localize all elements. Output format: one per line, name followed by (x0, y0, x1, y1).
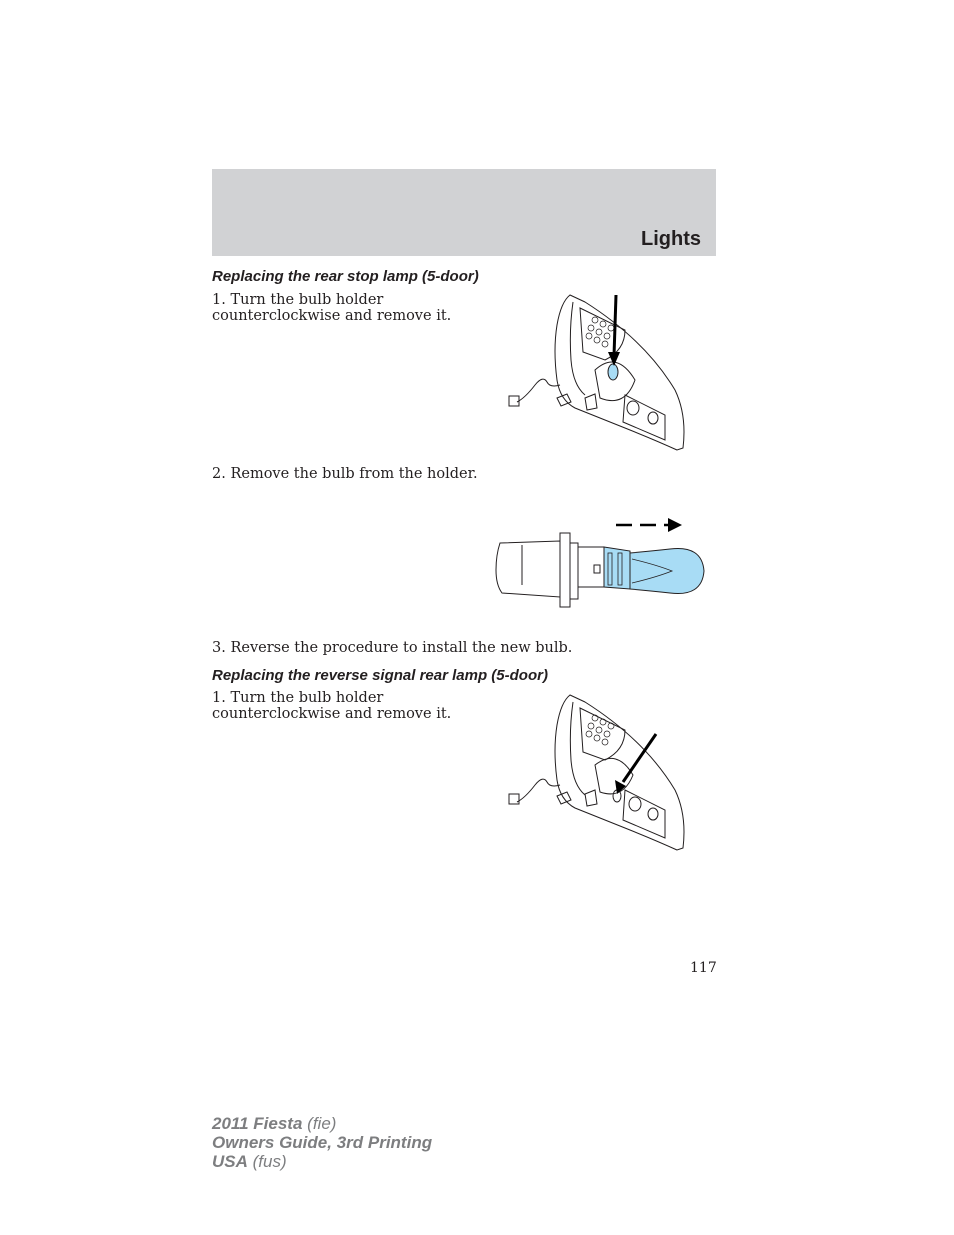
stop-lamp-step-2: 2. Remove the bulb from the holder. (212, 466, 478, 482)
section-title: Lights (641, 228, 701, 250)
footer-line-2 (212, 1133, 432, 1152)
stop-lamp-step-1-line-1: 1. Turn the bulb holder (212, 292, 384, 308)
reverse-lamp-heading: Replacing the reverse signal rear lamp (5-door) (212, 667, 548, 684)
footer (212, 1114, 432, 1171)
footer-line-1 (212, 1114, 432, 1133)
reverse-lamp-step-1 (212, 690, 451, 722)
page-number: 117 (690, 960, 717, 976)
footer-market-code: (fus) (252, 1152, 287, 1171)
stop-lamp-step-1-line-2: counterclockwise and remove it. (212, 308, 452, 324)
reverse-lamp-step-1-line-2: counterclockwise and remove it. (212, 706, 452, 722)
footer-market: USA (212, 1152, 248, 1171)
bulb-removal-diagram (492, 515, 707, 610)
section-header-band (212, 169, 716, 256)
stop-lamp-heading: Replacing the rear stop lamp (5-door) (212, 268, 479, 285)
tail-lamp-diagram-reverse (505, 690, 690, 855)
stop-lamp-step-3: 3. Reverse the procedure to install the new bulb. (212, 640, 573, 656)
footer-model-code: (fie) (307, 1114, 337, 1133)
footer-line-3 (212, 1152, 432, 1171)
tail-lamp-diagram-stop (505, 290, 690, 455)
stop-lamp-step-1 (212, 292, 451, 324)
footer-guide: Owners Guide, 3rd Printing (212, 1133, 433, 1152)
reverse-lamp-step-1-line-1: 1. Turn the bulb holder (212, 690, 384, 706)
footer-model: 2011 Fiesta (212, 1114, 303, 1133)
